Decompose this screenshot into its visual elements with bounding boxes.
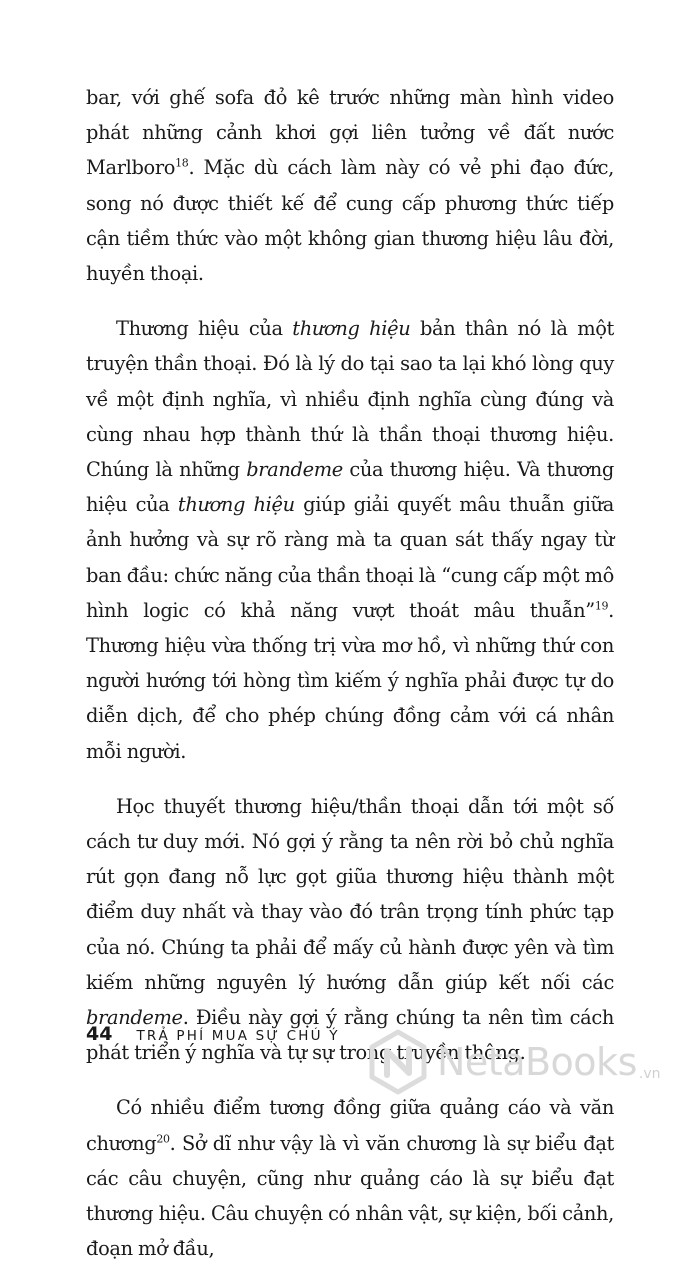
italic-term: thương hiệu [177, 493, 295, 517]
text-run: . Sở dĩ như vậy là vì văn chương là sự biểu đạt các câu chuyện, cũng như quảng cáo là sự biểu đạt thương hiệu. Câu chuyện có nhân vật, sự kiện, bối cảnh, đoạn mở đầu, [86, 1131, 614, 1261]
text-run: Có nhiều điểm tương đồng giữa quảng cáo và văn chương [86, 1096, 614, 1155]
text-run: bar, với ghế sofa đỏ kê trước những màn hình video phát những cảnh khơi gợi liên tưởng về đất nước Marlboro [86, 86, 614, 180]
running-head: TRẢ PHÍ MUA SỰ CHÚ Ý [136, 1028, 340, 1044]
paragraph-1 [86, 80, 614, 291]
text-run: Học thuyết thương hiệu/thần thoại dẫn tới một số cách tư duy mới. Nó gợi ý rằng ta nên rời bỏ chủ nghĩa rút gọn đang nỗ lực gọt giũa thương hiệu thành một điểm duy nhất và thay vào đó trân trọng tính phức tạp của nó. Chúng ta phải để mấy củ hành được yên và tìm kiếm những nguyên lý hướng dẫn giúp kết nối các [86, 794, 614, 994]
paragraph-4 [86, 1090, 614, 1266]
footnote-ref: 20 [156, 1132, 170, 1146]
footnote-ref: 19 [594, 599, 609, 613]
italic-term: brandeme [246, 458, 343, 482]
watermark [365, 1022, 695, 1102]
watermark-text: NetaBooks [437, 1040, 637, 1084]
body-text [86, 80, 614, 1287]
text-run: của thương hiệu. Và thương hiệu của [86, 458, 614, 517]
text-run: Thương hiệu của [116, 317, 293, 341]
text-run: bản thân nó là một truyện thần thoại. Đó là lý do tại sao ta lại khó lòng quy về một định nghĩa, vì nhiều định nghĩa cùng đúng và cùng nhau hợp thành thứ là thần thoại thương hiệu. Chúng là những [86, 317, 614, 482]
text-run: giúp giải quyết mâu thuẫn giữa ảnh hưởng và sự rõ ràng mà ta quan sát thấy ngay từ ban đầu: chức năng của thần thoại là “cung cấp một mô hình logic có khả năng vượt thoát mâu thuẫn” [86, 493, 615, 622]
page-footer [86, 1023, 340, 1053]
italic-term: thương hiệu [292, 317, 411, 341]
text-run: . Thương hiệu vừa thống trị vừa mơ hồ, vì những thứ con người hướng tới hòng tìm kiếm ý nghĩa phải được tự do diễn dịch, để cho phép chúng đồng cảm với cá nhân mỗi người. [86, 598, 614, 763]
paragraph-2 [86, 311, 614, 769]
text-run: . Mặc dù cách làm này có vẻ phi đạo đức, song nó được thiết kế để cung cấp phương thức tiếp cận tiềm thức vào một không gian thương hiệu lâu đời, huyền thoại. [86, 156, 614, 286]
watermark-suffix: .vn [638, 1066, 661, 1082]
text-run: . Điều này gợi ý rằng chúng ta nên tìm cách phát triển ý nghĩa và tự sự trong truyền thông. [86, 1006, 614, 1065]
italic-term: brandeme [86, 1006, 183, 1030]
footnote-ref: 18 [175, 156, 189, 170]
n-hexagon-logo-icon [365, 1029, 431, 1095]
page-number: 44 [86, 1023, 113, 1045]
